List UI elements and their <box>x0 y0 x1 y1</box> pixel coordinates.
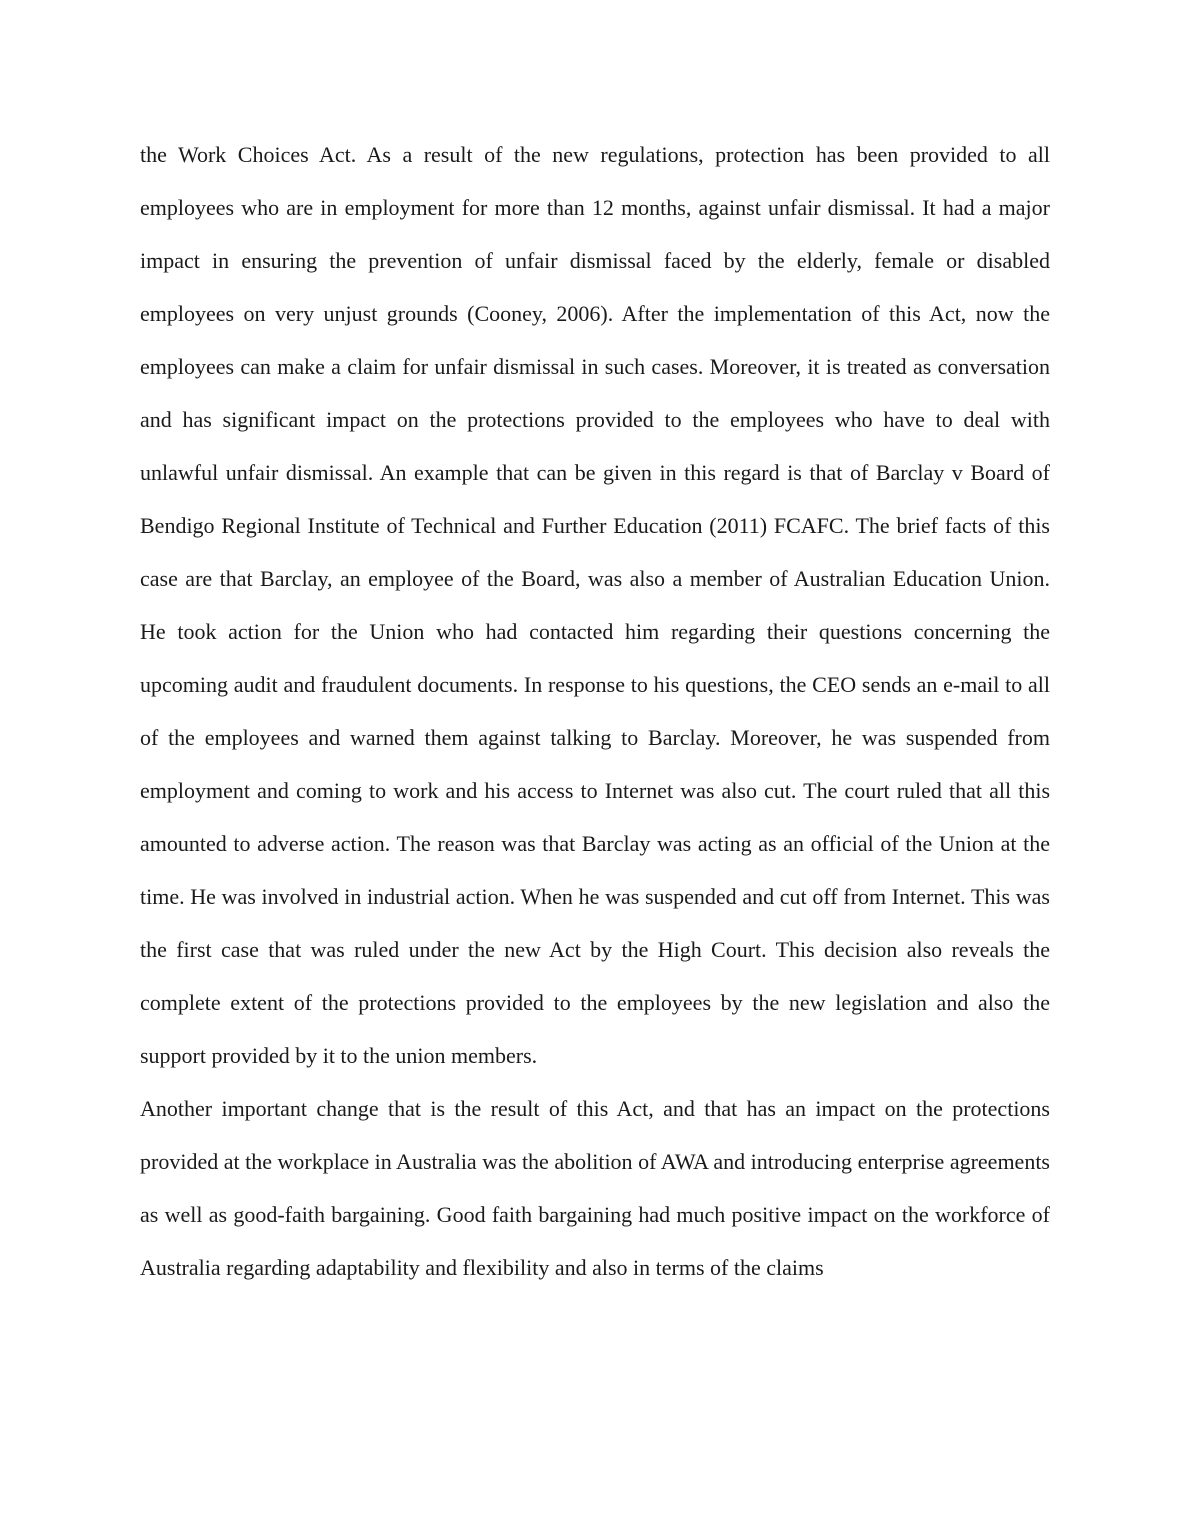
paragraph-1: the Work Choices Act. As a result of the new regulations, protection has been provided to all employees who are in employment for more than 12 months, against unfair dismissal. It had a major impact in ensuring the prevention of unfair dismissal faced by the elderly, female or disabled employees on very unjust grounds (Cooney, 2006). After the implementation of this Act, now the employees can make a claim for unfair dismissal in such cases. Moreover, it is treated as conversation and has significant impact on the protections provided to the employees who have to deal with unlawful unfair dismissal. An example that can be given in this regard is that of Barclay v Board of Bendigo Regional Institute of Technical and Further Education (2011) FCAFC. The brief facts of this case are that Barclay, an employee of the Board, was also a member of Australian Education Union. He took action for the Union who had contacted him regarding their questions concerning the upcoming audit and fraudulent documents. In response to his questions, the CEO sends an e-mail to all of the employees and warned them against talking to Barclay. Moreover, he was suspended from employment and coming to work and his access to Internet was also cut. The court ruled that all this amounted to adverse action. The reason was that Barclay was acting as an official of the Union at the time. He was involved in industrial action. When he was suspended and cut off from Internet. This was the first case that was ruled under the new Act by the High Court. This decision also reveals the complete extent of the protections provided to the employees by the new legislation and also the support provided by it to the union members. <box>140 142 1050 1068</box>
paragraph-2: Another important change that is the result of this Act, and that has an impact on the protections provided at the workplace in Australia was the abolition of AWA and introducing enterprise agreements as well as good-faith bargaining. Good faith bargaining had much positive impact on the workforce of Australia regarding adaptability and flexibility and also in terms of the claims <box>140 1096 1050 1280</box>
document-body-text <box>140 128 1050 1294</box>
